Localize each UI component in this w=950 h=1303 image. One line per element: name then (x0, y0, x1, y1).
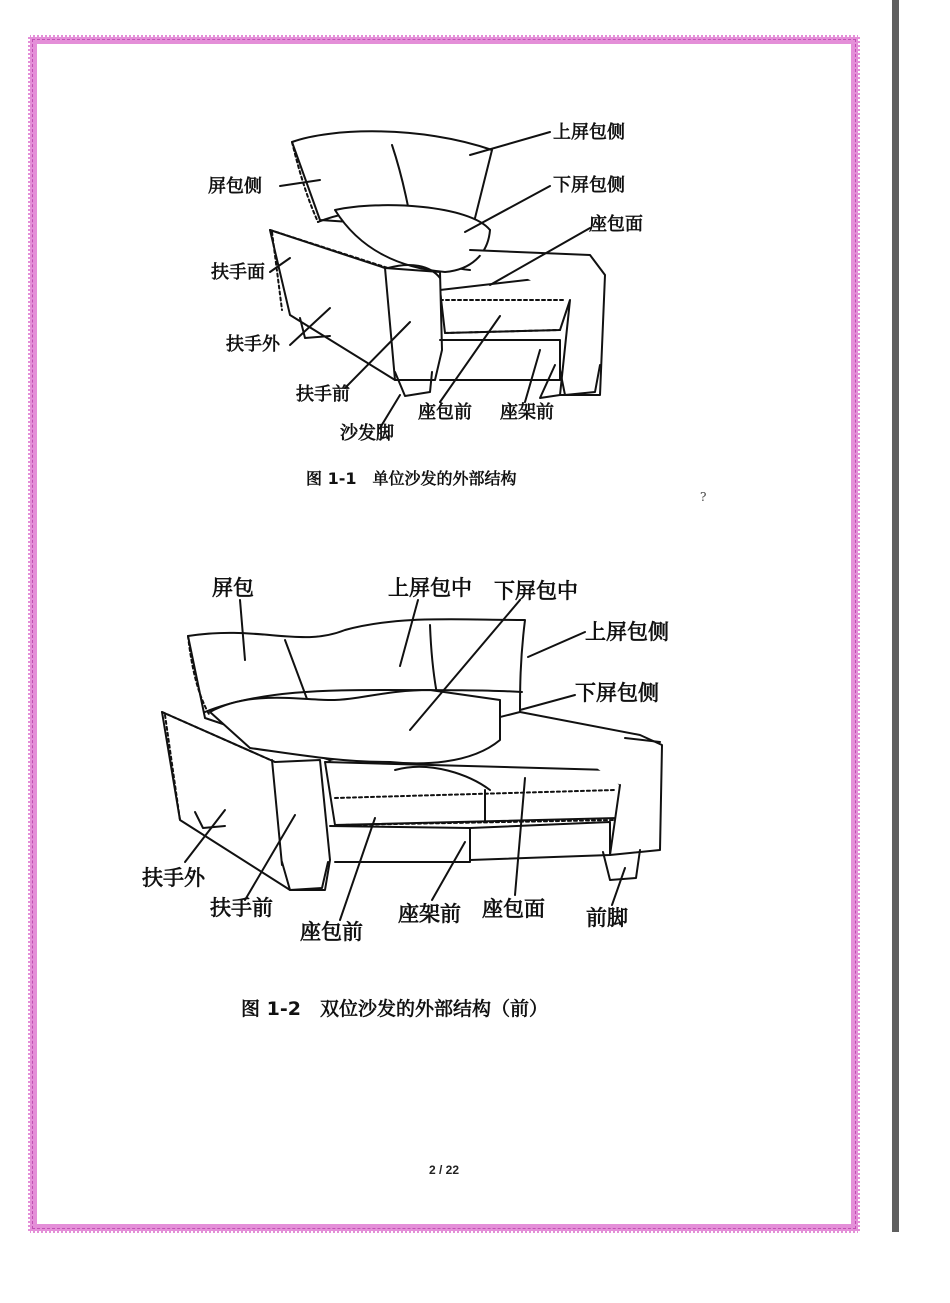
label-upper-back-side: 上屏包侧 (553, 122, 625, 143)
label-lower-back-side: 下屏包侧 (553, 175, 625, 196)
label-lower-back-middle: 下屏包中 (494, 579, 578, 603)
label-arm-front: 扶手前 (210, 896, 273, 920)
label-upper-back-side: 上屏包侧 (585, 620, 669, 644)
label-seat-front: 座包前 (418, 402, 472, 423)
stray-mark: ? (700, 490, 707, 504)
figure-1-caption: 图 1-1 单位沙发的外部结构 (306, 469, 517, 488)
page-number: 2 / 22 (428, 1163, 460, 1177)
label-front-leg: 前脚 (586, 906, 628, 930)
figure-2-caption: 图 1-2 双位沙发的外部结构（前） (241, 998, 548, 1020)
label-arm-top: 扶手面 (211, 262, 265, 283)
label-back-cushion: 屏包 (212, 576, 254, 600)
label-sofa-leg: 沙发脚 (340, 423, 394, 444)
label-seat-top: 座包面 (482, 897, 545, 921)
label-seat-frame-front: 座架前 (500, 402, 554, 423)
label-seat-top: 座包面 (589, 214, 643, 235)
label-back-side: 屏包侧 (208, 176, 262, 197)
label-arm-outer: 扶手外 (142, 866, 205, 890)
label-arm-outer: 扶手外 (226, 334, 280, 355)
label-seat-front: 座包前 (300, 920, 363, 944)
label-arm-front: 扶手前 (296, 384, 350, 405)
label-seat-frame-front: 座架前 (398, 902, 461, 926)
label-lower-back-side: 下屏包侧 (575, 681, 659, 705)
label-upper-back-middle: 上屏包中 (388, 576, 472, 600)
